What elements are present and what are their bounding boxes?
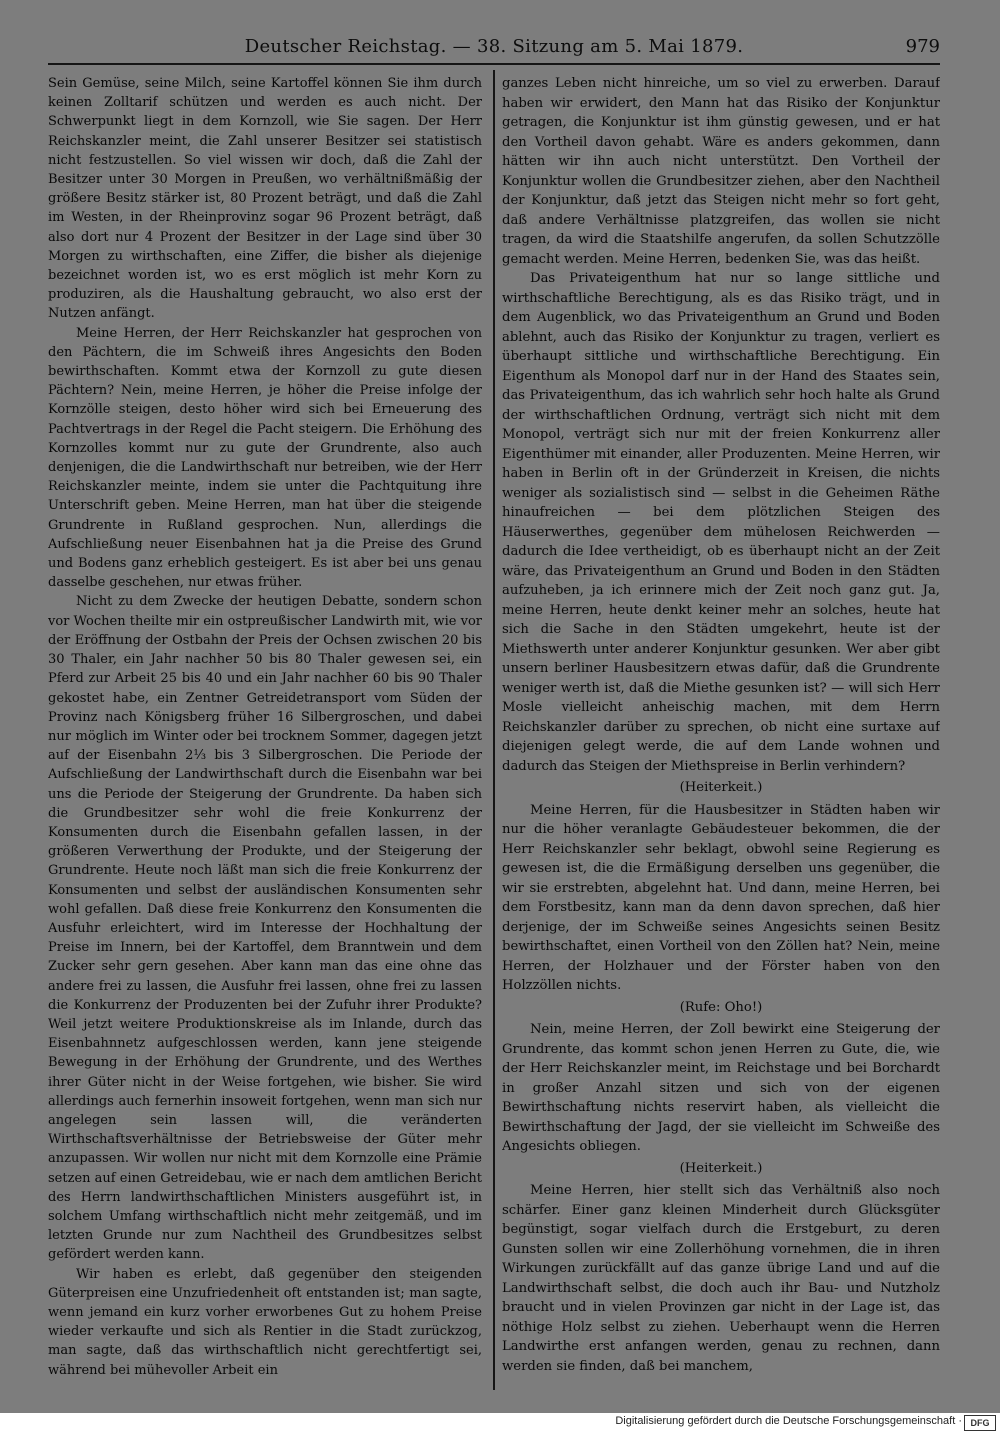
paragraph: Nein, meine Herren, der Zoll bewirkt eine Steigerung der Grundrente, das kommt schon jenen Herren zu Gute, die, wie der Herr Reichskanzler meint, im Reichstage und bei Borchardt in großer Anzahl sitzen und sich von der eigenen Bewirthschaftung nichts reservirt haben, als vielleicht die Bewirthschaftung der Jagd, der sie vielleicht im Schweiße des Angesichts obliegen. xyxy=(502,1022,940,1154)
interjection: (Rufe: Oho!) xyxy=(679,999,763,1015)
paragraph: ganzes Leben nicht hinreiche, um so viel zu erwerben. Darauf haben wir erwidert, den Mann hat das Risiko der Konjunktur getragen, die Konjunktur ist ihm günstig gewesen, und er hat den Vortheil davon gehabt. Wäre es anders gekommen, dann hätten wir ihn auch nicht unterstützt. Den Vortheil der Konjunktur wollen die Grundbesitzer ziehen, aber den Nachtheil der Konjunktur, daß jetzt das Steigen nicht mehr so fort geht, daß andere Verhältnisse platzgreifen, das wollen sie nicht tragen, da wird die Staatshilfe angerufen, da sollen Schutzzölle gemacht werden. Meine Herren, bedenken Sie, was das heißt. xyxy=(502,76,940,267)
paragraph: Das Privateigenthum hat nur so lange sittliche und wirthschaftliche Berechtigung, als es das Risiko trägt, und in dem Augenblick, wo das Privateigenthum an Grund und Boden ablehnt, auch das Risiko der Konjunktur zu tragen, verliert es überhaupt sittliche und wirthschaftliche Berechtigung. Ein Eigenthum als Monopol darf nur in der Hand des Staates sein, das Privateigenthum, das ich wahrlich sehr hoch halte als Grund der wirthschaftlichen Ordnung, verträgt sich nicht mit dem Monopol, verträgt sich nur mit der freien Konkurrenz aller Eigenthümer mit einander, aller Produzenten. Meine Herren, wir haben in Berlin oft in der Gründerzeit in Kreisen, die nichts weniger als sozialistisch sind — selbst in die Geheimen Räthe hinaufreichen — bei dem plötzlichen Steigen des Häuserwerthes, gegenüber dem mühelosen Reichwerden — dadurch die Idee vertheidigt, ob es überhaupt nicht an der Zeit wäre, das Privateigenthum an Grund und Boden in den Städten aufzuheben, ja ich erinnere mich der Zeit noch ganz gut. Ja, meine Herren, heute denkt keiner mehr an solches, heute hat sich die Sache in den Städten umgekehrt, heute ist der Miethswerth unter anderer Konjunktur gesunken. Wer aber gibt unsern berliner Hausbesitzern etwas dafür, daß die Grundrente weniger werth ist, daß die Miethe gesunken ist? — will sich Herr Mosle vielleicht anheischig machen, mit dem Herrn Reichskanzler darüber zu sprechen, ob nicht eine surtaxe auf diejenigen gelegt werde, die auf dem Lande wohnen und dadurch das Steigen der Miethspreise in Berlin verhindern? xyxy=(502,271,940,774)
header-title: Deutscher Reichstag. — 38. Sitzung am 5. Mai 1879. xyxy=(244,36,744,57)
right-column xyxy=(502,74,940,1390)
paragraph: Wir haben es erlebt, daß gegenüber den steigenden Güterpreisen eine Unzufriedenheit oft entstanden ist; man sagte, wenn jemand ein kurz vorher erworbenes Gut zu hohem Preise wieder verkaufte und sich als Rentier in die Stadt zurückzog, man sagte, daß das wirthschaftlich nicht gerechtfertigt sei, während bei mühevoller Arbeit ein xyxy=(48,1266,482,1378)
paragraph: Meine Herren, für die Hausbesitzer in Städten haben wir nur die höher veranlagte Gebäudesteuer bekommen, die der Herr Reichskanzler sehr beklagt, obwohl seine Regierung es gewesen ist, die die Ermäßigung derselben uns gegenüber, die wir sie erstrebten, abgelehnt hat. Und dann, meine Herren, bei dem Forstbesitz, kann man da denn davon sprechen, daß hier derjenige, der im Schweiße seines Angesichts seinen Besitz bewirthschaftet, einen Vortheil von den Zöllen hat? Nein, meine Herren, der Holzhauer und der Förster haben von den Holzzöllen nichts. xyxy=(502,802,940,993)
left-column xyxy=(48,74,482,1390)
column-divider xyxy=(493,70,495,1390)
dfg-logo: DFG xyxy=(964,1415,996,1431)
paragraph: Sein Gemüse, seine Milch, seine Kartoffel können Sie ihm durch keinen Zolltarif schützen und werden es auch nicht. Der Schwerpunkt liegt in dem Kornzoll, wie Sie sagen. Der Herr Reichskanzler meint, die Zahl unserer Besitzer sei statistisch nicht festzustellen. So viel wissen wir doch, daß die Zahl der Besitzer unter 30 Morgen in Preußen, wo verhältnißmäßig der größere Besitz stärker ist, 80 Prozent beträgt, und daß die Zahl im Westen, in der Rheinprovinz sogar 96 Prozent beträgt, daß also dort nur 4 Prozent der Besitzer in der Lage sind über 30 Morgen zu wirthschaften, eine Ziffer, die bisher als diejenige bezeichnet worden ist, wo es erst möglich ist mehr Korn zu produziren, als die Haushaltung gebraucht, wo also erst der Nutzen anfängt. xyxy=(48,76,482,322)
interjection: (Heiterkeit.) xyxy=(679,780,763,795)
footer-bar xyxy=(0,1413,1000,1432)
interjection: (Heiterkeit.) xyxy=(679,1160,763,1176)
paragraph: Meine Herren, der Herr Reichskanzler hat gesprochen von den Pächtern, die im Schweiß ihres Angesichts den Boden bewirthschaften. Kommt etwa der Kornzoll zu gute diesen Pächtern? Nein, meine Herren, je höher die Preise infolge der Kornzölle steigen, desto höher wird sich bei Erneuerung des Pachtvertrags in der Regel die Pacht steigern. Die Erhöhung des Kornzolles kommt nur zu gute der Grundrente, also auch denjenigen, die die Landwirthschaft nur betreiben, wie der Herr Reichskanzler meinte, indem sie unter die Pachtquitung ihre Unterschrift geben. Meine Herren, man hat über die steigende Grundrente in Rußland gesprochen. Nun, allerdings die Aufschließung neuer Eisenbahnen hat ja die Preise des Grund und Bodens ganz erheblich gesteigert. Es ist aber bei uns genau dasselbe geschehen, nur etwas früher. xyxy=(48,325,482,591)
paragraph: Nicht zu dem Zwecke der heutigen Debatte, sondern schon vor Wochen theilte mir ein ostpreußischer Landwirth mit, wie vor der Eröffnung der Ostbahn der Preis der Ochsen zwischen 20 bis 30 Thaler, ein Jahr nachher 50 bis 80 Thaler gewesen sei, ein Pferd zur Arbeit 25 bis 40 und ein Jahr nachher 60 bis 90 Thaler gekostet habe, ein Zentner Getreidetransport vom Süden der Provinz nach Königsberg früher 16 Silbergroschen, und dabei nur möglich im Winter oder bei trocknem Sommer, dagegen jetzt auf der Eisenbahn 2⅓ bis 3 Silbergroschen. Die Periode der Aufschließung der Landwirthschaft durch die Eisenbahn war bei uns die Periode der Steigerung der Grundrente. Da haben sich die Grundbesitzer sehr wohl die freie Konkurrenz der Konsumenten durch die Eisenbahn gefallen lassen, in der größeren Verwerthung der Produkte, und der Steigerung der Grundrente. Heute noch läßt man sich die freie Konkurrenz der Konsumenten und selbst der ausländischen Konsumenten sehr wohl gefallen. Daß diese freie Konkurrenz den Konsumenten die Ausfuhr erleichtert, wird im Interesse der Hochhaltung der Preise im Innern, bei der Kartoffel, dem Branntwein und dem Zucker sehr gern gesehen. Aber kann man das eine ohne das andere frei zu lassen, die Ausfuhr frei lassen, ohne frei zu lassen die Konkurrenz der Produzenten bei der Zufuhr ihrer Produkte? Weil jetzt weitere Produktionskreise als im Inlande, durch das Eisenbahnnetz aufgeschlossen werden, kann jene steigende Bewegung in der Erhöhung der Grundrente, und des Werthes ihrer Güter nicht in der Weise fortgehen, wie bisher. Sie wird allerdings auch fernerhin insoweit fortgehen, wenn man sich nur angelegen sein lassen will, die veränderten Wirthschaftsverhältnisse der Betriebsweise der Güter mehr anzupassen. Wir wollen nur nicht mit dem Kornzolle eine Prämie setzen auf einen Getreidebau, wie er nach dem amtlichen Bericht des Herrn landwirthschaftlichen Ministers ausgeführt ist, in solchem Umfang wirthschaftlich nicht mehr zeitgemäß, und im letzten Grunde nur zum Nachtheil des Grundbesitzes selbst gefördert werden kann. xyxy=(48,594,482,1263)
paragraph: Meine Herren, hier stellt sich das Verhältniß also noch schärfer. Einer ganz kleinen Minderheit durch Glücksgüter begünstigt, sogar vielfach durch die Erstgeburt, zu deren Gunsten sollen wir eine Zollerhöhung vornehmen, die in ihren Wirkungen zurückfällt auf das ganze übrige Land und auf die Landwirthschaft selbst, die doch auch ihr Bau- und Nutzholz braucht und in vielen Provinzen gar nicht in der Lage ist, das nöthige Holz selbst zu ziehen. Ueberhaupt wenn die Herren Landwirthe erst anfangen werden, genau zu rechnen, dann werden sie finden, daß bei manchem, xyxy=(502,1183,940,1374)
digitization-credit: Digitalisierung gefördert durch die Deutsche Forschungsgemeinschaft · xyxy=(615,1415,962,1427)
header-rule xyxy=(48,63,940,65)
running-header xyxy=(48,36,940,60)
page-number: 979 xyxy=(905,36,940,57)
